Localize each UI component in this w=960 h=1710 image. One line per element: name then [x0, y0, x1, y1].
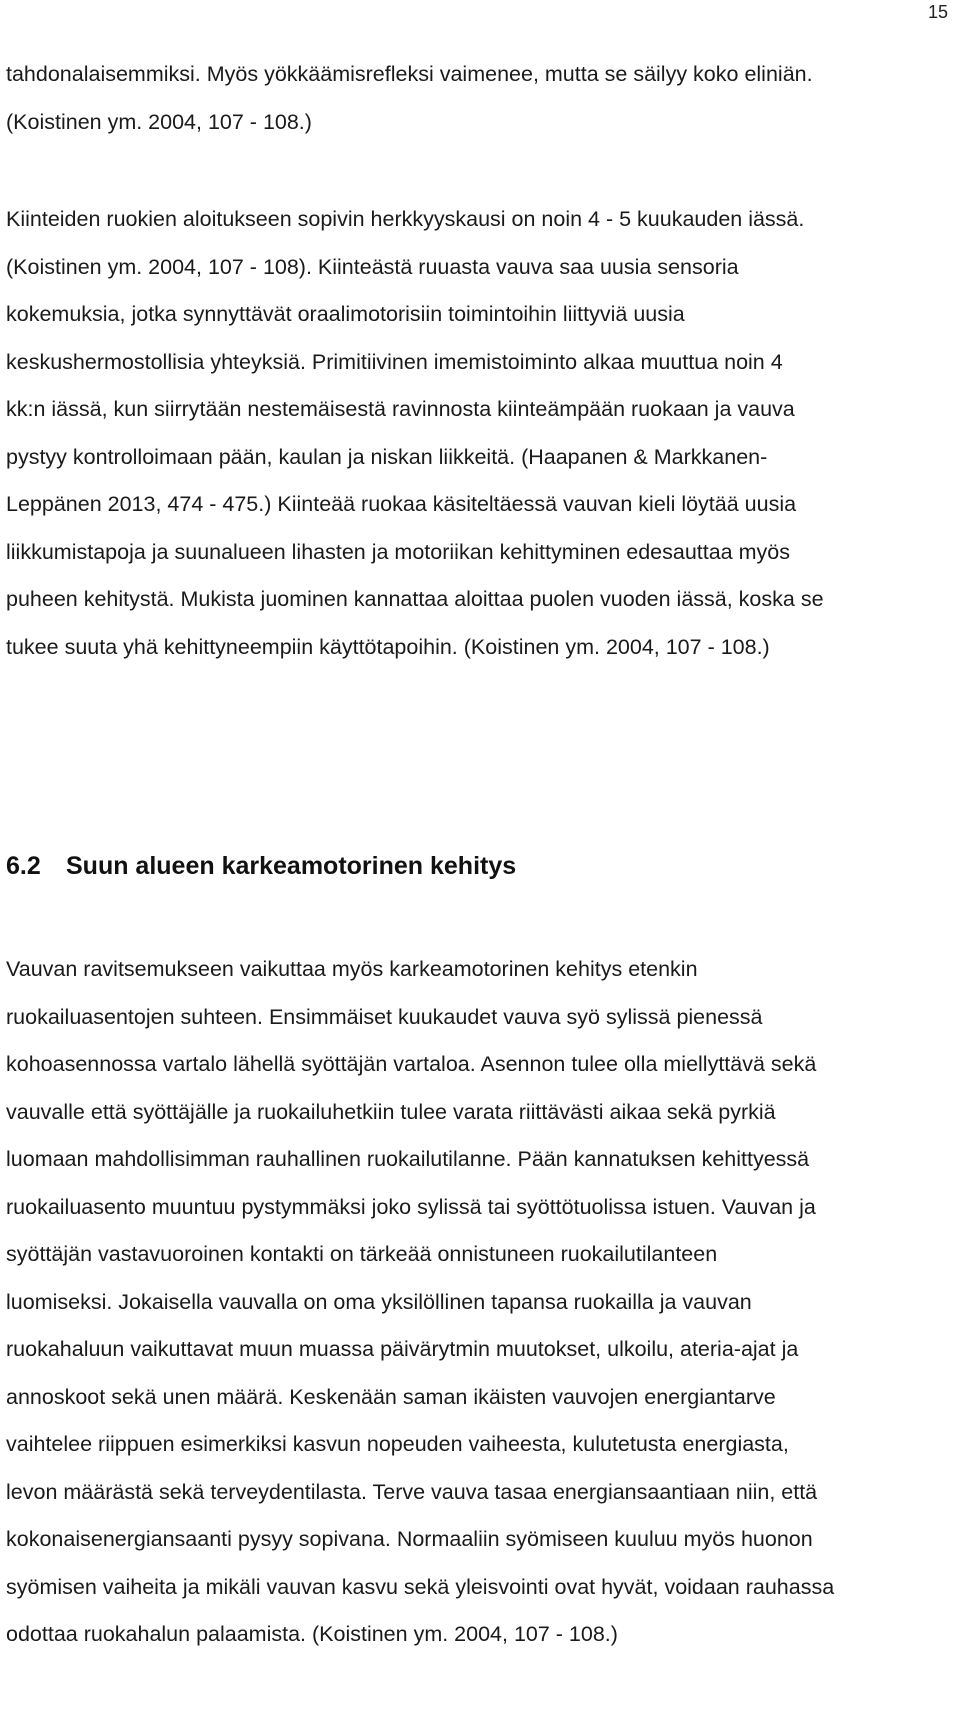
- text-line: luomaan mahdollisimman rauhallinen ruokailutilanne. Pään kannatuksen kehittyessä: [6, 1147, 810, 1171]
- text-line: kk:n iässä, kun siirrytään nestemäisestä ravinnosta kiinteämpään ruokaan ja vauva: [6, 397, 795, 421]
- text-line: ruokailuasento muuntuu pystymmäksi joko sylissä tai syöttötuolissa istuen. Vauvan ja: [6, 1194, 816, 1219]
- text-line: kohoasennossa vartalo lähellä syöttäjän vartaloa. Asennon tulee olla miellyttävä sekä: [6, 1052, 817, 1076]
- text-line: Vauvan ravitsemukseen vaikuttaa myös karkeamotorinen kehitys etenkin: [6, 957, 698, 981]
- text-line: puheen kehitystä. Mukista juominen kannattaa aloittaa puolen vuoden iässä, koska se: [6, 587, 824, 611]
- text-line: vaihtelee riippuen esimerkiksi kasvun nopeuden vaiheesta, kulutetusta energiasta,: [6, 1432, 789, 1456]
- text-line: liikkumistapoja ja suunalueen lihasten ja motoriikan kehittyminen edesauttaa myös: [6, 539, 790, 564]
- paragraph-continued: [6, 51, 950, 146]
- text-line: ruokahaluun vaikuttavat muun muassa päivärytmin muutokset, ulkoilu, ateria-ajat ja: [6, 1337, 799, 1361]
- text-line: syömisen vaiheita ja mikäli vauvan kasvu sekä yleisvointi ovat hyvät, voidaan rauhassa: [6, 1574, 835, 1599]
- paragraph-gross-motor: [6, 946, 950, 1659]
- text-line: tahdonalaisemmiksi. Myös yökkäämisrefleksi vaimenee, mutta se säilyy koko eliniän.: [6, 62, 813, 86]
- text-line: (Koistinen ym. 2004, 107 - 108.): [6, 109, 312, 134]
- text-line: tukee suuta yhä kehittyneempiin käyttötapoihin. (Koistinen ym. 2004, 107 - 108.): [6, 634, 770, 659]
- paragraph-solid-food: [6, 196, 950, 671]
- text-line: levon määrästä sekä terveydentilasta. Terve vauva tasaa energiansaantiaan niin, että: [6, 1479, 818, 1504]
- text-line: Leppänen 2013, 474 - 475.) Kiinteää ruokaa käsiteltäessä vauvan kieli löytää uusia: [6, 492, 797, 516]
- text-line: (Koistinen ym. 2004, 107 - 108). Kiinteästä ruuasta vauva saa uusia sensoria: [6, 254, 739, 279]
- section-number: 6.2: [6, 852, 41, 880]
- text-line: keskushermostollisia yhteyksiä. Primitiivinen imemistoiminto alkaa muuttua noin 4: [6, 349, 783, 374]
- text-line: vauvalle että syöttäjälle ja ruokailuhetkiin tulee varata riittävästi aikaa sekä pyrkiä: [6, 1099, 776, 1124]
- page-number: 15: [927, 2, 948, 22]
- text-line: Kiinteiden ruokien aloitukseen sopivin herkkyyskausi on noin 4 - 5 kuukauden iässä.: [6, 207, 805, 231]
- text-line: annoskoot sekä unen määrä. Keskenään saman ikäisten vauvojen energiantarve: [6, 1384, 776, 1409]
- text-line: pystyy kontrolloimaan pään, kaulan ja niskan liikkeitä. (Haapanen & Markkanen-: [6, 444, 768, 469]
- text-line: syöttäjän vastavuoroinen kontakti on tärkeää onnistuneen ruokailutilanteen: [6, 1242, 718, 1266]
- text-line: luomiseksi. Jokaisella vauvalla on oma yksilöllinen tapansa ruokailla ja vauvan: [6, 1289, 752, 1314]
- section-title: Suun alueen karkeamotorinen kehitys: [66, 852, 517, 880]
- text-line: kokonaisenergiansaanti pysyy sopivana. Normaaliin syömiseen kuuluu myös huonon: [6, 1527, 813, 1551]
- text-line: odottaa ruokahalun palaamista. (Koistinen ym. 2004, 107 - 108.): [6, 1622, 618, 1646]
- text-line: kokemuksia, jotka synnyttävät oraalimotorisiin toimintoihin liittyviä uusia: [6, 302, 685, 326]
- section-heading: [6, 852, 516, 881]
- text-line: ruokailuasentojen suhteen. Ensimmäiset kuukaudet vauva syö sylissä pienessä: [6, 1004, 763, 1029]
